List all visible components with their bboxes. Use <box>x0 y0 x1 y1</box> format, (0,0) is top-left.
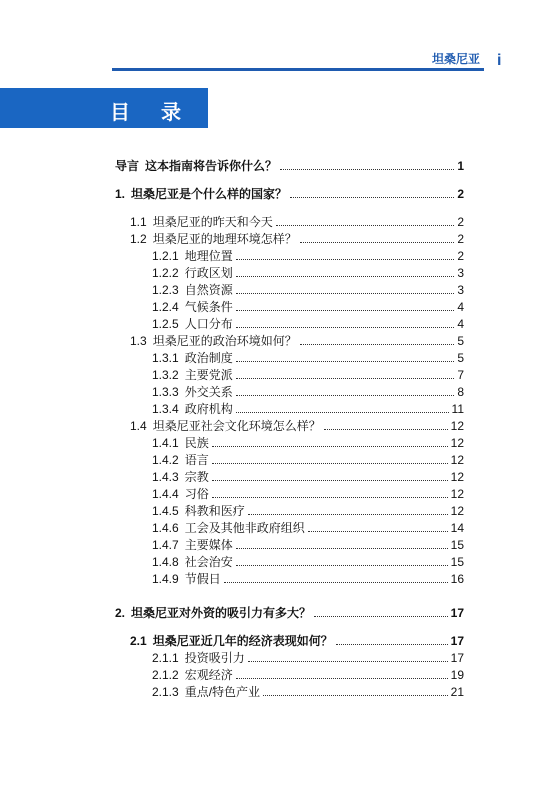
toc-entry-number: 1.4 <box>130 419 147 433</box>
toc-entry-label: 人口分布 <box>184 317 233 331</box>
toc-entry-page: 21 <box>450 685 464 699</box>
toc-entry-page: 1 <box>457 159 464 173</box>
toc-entry-page: 19 <box>450 668 464 682</box>
toc-entry-label: 重点/特色产业 <box>184 685 261 699</box>
toc-entry-label: 宗教 <box>184 470 209 484</box>
toc-entry[interactable] <box>152 282 464 298</box>
toc-entry[interactable] <box>130 418 464 434</box>
toc-entry-number: 1.3.2 <box>152 368 179 382</box>
toc-entry-number: 1.4.7 <box>152 538 179 552</box>
toc-entry-number: 1.4.3 <box>152 470 179 484</box>
toc-entry-label: 主要党派 <box>184 368 233 382</box>
toc-entry-label: 政府机构 <box>184 402 233 416</box>
toc-entry-page: 5 <box>457 351 464 365</box>
dot-leader <box>276 225 455 226</box>
toc-entry-label: 坦桑尼亚对外资的吸引力有多大？ <box>131 606 312 620</box>
dot-leader <box>236 378 455 379</box>
toc-entry-label: 社会治安 <box>184 555 233 569</box>
dot-leader <box>236 310 455 311</box>
toc-entry-page: 8 <box>457 385 464 399</box>
toc-entry-label: 气候条件 <box>184 300 233 314</box>
dot-leader <box>236 395 455 396</box>
dot-leader <box>236 565 448 566</box>
toc-entry-label: 投资吸引力 <box>184 651 245 665</box>
toc-entry-number: 1.2.2 <box>152 266 179 280</box>
toc-entry[interactable] <box>130 633 464 649</box>
toc-entry[interactable] <box>152 520 464 536</box>
toc-entry-label: 地理位置 <box>184 249 233 263</box>
toc-entry-number: 2.1.2 <box>152 668 179 682</box>
toc-entry-page: 17 <box>450 634 464 648</box>
toc-entry[interactable] <box>152 486 464 502</box>
toc-entry[interactable] <box>130 333 464 349</box>
dot-leader <box>236 293 455 294</box>
toc-entry-page: 5 <box>457 334 464 348</box>
toc-entry-label: 科教和医疗 <box>184 504 245 518</box>
toc-entry[interactable] <box>152 350 464 366</box>
toc-entry[interactable] <box>152 248 464 264</box>
toc-entry[interactable] <box>152 435 464 451</box>
toc-entry-page: 17 <box>450 651 464 665</box>
toc-entry-number: 1.4.1 <box>152 436 179 450</box>
toc-entry-number: 1.4.6 <box>152 521 179 535</box>
toc-entry-number: 导言 <box>115 159 140 173</box>
toc-entry-page: 11 <box>451 402 464 416</box>
toc-entry[interactable] <box>152 299 464 315</box>
dot-leader <box>236 412 449 413</box>
toc-entry-label: 这本指南将告诉你什么？ <box>145 159 278 173</box>
dot-leader <box>290 197 454 198</box>
toc-entry-number: 1.4.4 <box>152 487 179 501</box>
toc-entry-page: 15 <box>450 555 464 569</box>
toc-entry-page: 12 <box>450 470 464 484</box>
dot-leader <box>236 548 448 549</box>
dot-leader <box>212 446 448 447</box>
toc-entry[interactable] <box>152 571 464 587</box>
toc-entry-number: 1. <box>115 187 126 201</box>
toc-entry-number: 1.4.5 <box>152 504 179 518</box>
dot-leader <box>212 497 448 498</box>
dot-leader <box>263 695 448 696</box>
toc-entry[interactable] <box>152 401 464 417</box>
toc-entry-page: 2 <box>457 187 464 201</box>
toc-entry[interactable] <box>152 554 464 570</box>
toc-entry-page: 14 <box>450 521 464 535</box>
toc-entry-label: 外交关系 <box>184 385 233 399</box>
toc-entry-number: 1.3.1 <box>152 351 179 365</box>
toc-entry-label: 宏观经济 <box>184 668 233 682</box>
dot-leader <box>236 361 455 362</box>
toc-entry-label: 坦桑尼亚近几年的经济表现如何？ <box>152 634 333 648</box>
toc-entry-page: 12 <box>450 487 464 501</box>
toc-entry-label: 民族 <box>184 436 209 450</box>
toc-entry[interactable] <box>152 503 464 519</box>
toc-entry-number: 2.1.1 <box>152 651 179 665</box>
toc-entry-page: 12 <box>450 419 464 433</box>
toc-entry-number: 1.4.2 <box>152 453 179 467</box>
toc-entry[interactable] <box>152 667 464 683</box>
dot-leader <box>248 514 448 515</box>
toc-entry-page: 12 <box>450 453 464 467</box>
dot-leader <box>336 644 448 645</box>
toc-entry[interactable] <box>152 367 464 383</box>
toc-entry-page: 15 <box>450 538 464 552</box>
toc-entry-label: 行政区划 <box>184 266 233 280</box>
toc-entry[interactable] <box>152 316 464 332</box>
toc-entry-label: 坦桑尼亚的地理环境怎样？ <box>152 232 297 246</box>
running-header-title: 坦桑尼亚 <box>431 52 480 66</box>
toc-entry-page: 2 <box>457 249 464 263</box>
page-number: i <box>497 52 502 69</box>
toc-entry-number: 1.4.9 <box>152 572 179 586</box>
toc-entry-number: 1.2.1 <box>152 249 179 263</box>
toc-entry-label: 坦桑尼亚社会文化环境怎么样？ <box>152 419 321 433</box>
dot-leader <box>236 327 455 328</box>
toc-entry[interactable] <box>130 231 464 247</box>
toc-entry-page: 17 <box>450 606 464 620</box>
dot-leader <box>308 531 448 532</box>
dot-leader <box>224 582 448 583</box>
toc-entry-page: 4 <box>457 317 464 331</box>
toc-entry-label: 习俗 <box>184 487 209 501</box>
toc-entry-page: 16 <box>450 572 464 586</box>
toc-entry[interactable] <box>152 384 464 400</box>
toc-entry-number: 1.2 <box>130 232 147 246</box>
toc-entry-label: 节假日 <box>184 572 221 586</box>
toc-entry-number: 1.2.4 <box>152 300 179 314</box>
toc-entry-number: 2.1 <box>130 634 147 648</box>
toc-entry[interactable] <box>115 605 464 621</box>
toc-entry-number: 1.1 <box>130 215 147 229</box>
dot-leader <box>212 463 448 464</box>
dot-leader <box>324 429 448 430</box>
toc-entry-number: 1.2.5 <box>152 317 179 331</box>
toc-entry-label: 坦桑尼亚的昨天和今天 <box>152 215 273 229</box>
toc-entry-label: 语言 <box>184 453 209 467</box>
toc-entry-number: 1.3 <box>130 334 147 348</box>
toc-entry-page: 12 <box>450 504 464 518</box>
dot-leader <box>212 480 448 481</box>
toc-entry[interactable] <box>152 650 464 666</box>
toc-entry-number: 1.2.3 <box>152 283 179 297</box>
toc-entry-page: 7 <box>457 368 464 382</box>
toc-entry-page: 4 <box>457 300 464 314</box>
dot-leader <box>236 678 448 679</box>
toc-entry[interactable] <box>152 537 464 553</box>
dot-leader <box>248 661 448 662</box>
dot-leader <box>280 169 454 170</box>
toc-entry[interactable] <box>152 684 464 700</box>
section-title: 目 录 <box>110 100 193 124</box>
dot-leader <box>300 242 455 243</box>
toc-entry-page: 2 <box>457 232 464 246</box>
toc-entry[interactable] <box>130 214 464 230</box>
toc-entry-label: 政治制度 <box>184 351 233 365</box>
dot-leader <box>314 616 448 617</box>
toc-entry-number: 1.3.4 <box>152 402 179 416</box>
toc-entry-page: 3 <box>457 283 464 297</box>
toc-entry-label: 工会及其他非政府组织 <box>184 521 305 535</box>
toc-entry[interactable] <box>152 265 464 281</box>
toc-entry[interactable] <box>115 186 464 202</box>
toc-entry-number: 2.1.3 <box>152 685 179 699</box>
dot-leader <box>300 344 455 345</box>
toc-entry-label: 坦桑尼亚的政治环境如何？ <box>152 334 297 348</box>
toc-entry[interactable] <box>115 158 464 174</box>
toc-entry-label: 坦桑尼亚是个什么样的国家？ <box>131 187 288 201</box>
toc-entry-number: 2. <box>115 606 126 620</box>
dot-leader <box>236 259 455 260</box>
toc-entry-page: 2 <box>457 215 464 229</box>
toc-entry[interactable] <box>152 469 464 485</box>
toc-entry-page: 12 <box>450 436 464 450</box>
toc-entry-number: 1.4.8 <box>152 555 179 569</box>
dot-leader <box>236 276 455 277</box>
toc-entry-label: 主要媒体 <box>184 538 233 552</box>
toc-entry[interactable] <box>152 452 464 468</box>
toc-entry-number: 1.3.3 <box>152 385 179 399</box>
toc-entry-page: 3 <box>457 266 464 280</box>
toc-entry-label: 自然资源 <box>184 283 233 297</box>
